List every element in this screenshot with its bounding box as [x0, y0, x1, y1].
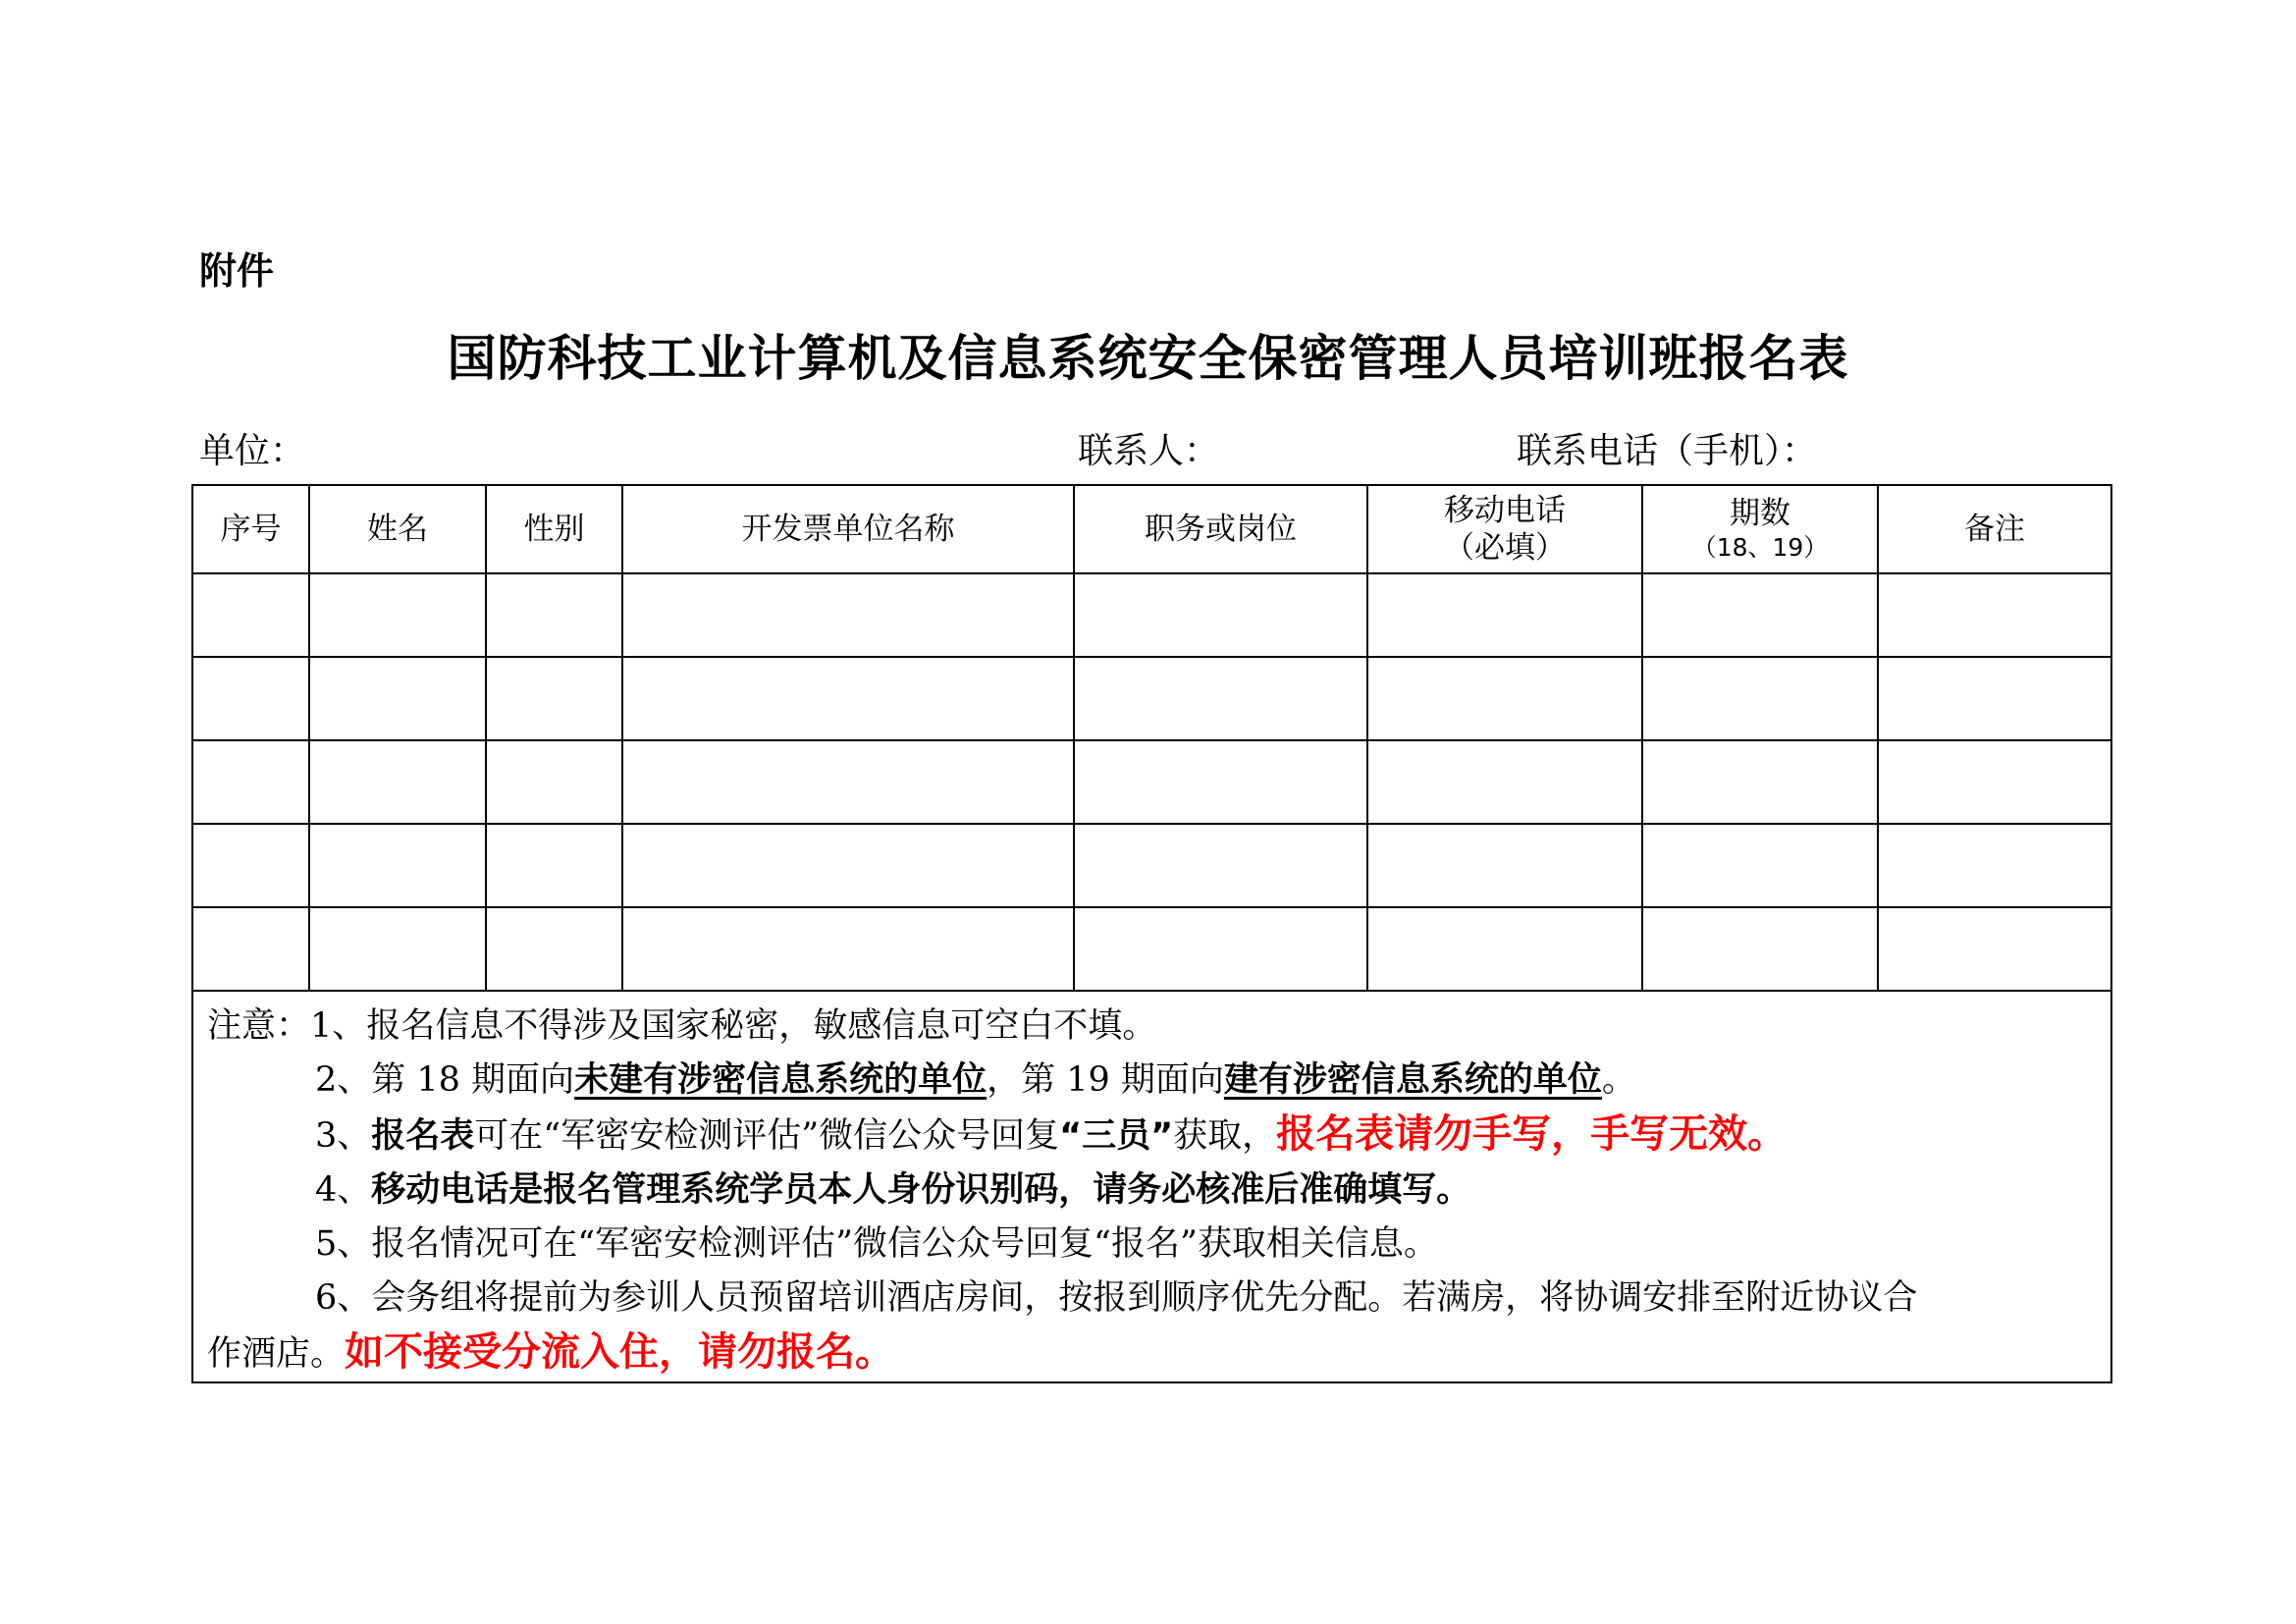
cell-gender[interactable] [486, 657, 622, 740]
note-4-number: 4、 [315, 1170, 372, 1210]
cell-remarks[interactable] [1878, 740, 2111, 824]
note-3 [207, 1108, 2097, 1164]
header-position: 职务或岗位 [1074, 485, 1367, 573]
cell-mobile[interactable] [1367, 573, 1642, 657]
cell-seq[interactable] [192, 907, 309, 991]
note-1 [207, 1000, 2097, 1054]
note-6-text: 6、会务组将提前为参训人员预留培训酒店房间，按报到顺序优先分配。若满房，将协调安排至附近协议合 [315, 1278, 1918, 1318]
cell-invoice-unit[interactable] [622, 573, 1074, 657]
cell-name[interactable] [309, 907, 486, 991]
cell-invoice-unit[interactable] [622, 740, 1074, 824]
cell-session[interactable] [1642, 907, 1878, 991]
header-mobile [1367, 485, 1642, 573]
table-header-row [192, 485, 2111, 573]
note-4 [207, 1164, 2097, 1218]
header-session [1642, 485, 1878, 573]
note-2-text-e: 。 [1601, 1060, 1636, 1100]
table-row [192, 573, 2111, 657]
cell-seq[interactable] [192, 824, 309, 907]
cell-mobile[interactable] [1367, 740, 1642, 824]
cell-mobile[interactable] [1367, 824, 1642, 907]
cell-gender[interactable] [486, 740, 622, 824]
cell-name[interactable] [309, 657, 486, 740]
header-session-label: 期数 [1730, 496, 1790, 531]
note-3-number: 3、 [315, 1116, 372, 1156]
cell-seq[interactable] [192, 740, 309, 824]
cell-position[interactable] [1074, 907, 1367, 991]
table-row [192, 824, 2111, 907]
unit-label: 单位： [199, 431, 306, 471]
cell-name[interactable] [309, 824, 486, 907]
note-5 [207, 1218, 2097, 1272]
note-2-text-a: 2、第 18 期面向 [315, 1060, 575, 1100]
note-2-text-c: ，第 19 期面向 [987, 1060, 1224, 1100]
table-row [192, 907, 2111, 991]
note-2 [207, 1054, 2097, 1108]
cell-session[interactable] [1642, 573, 1878, 657]
cell-position[interactable] [1074, 573, 1367, 657]
cell-remarks[interactable] [1878, 573, 2111, 657]
cell-invoice-unit[interactable] [622, 907, 1074, 991]
cell-remarks[interactable] [1878, 907, 2111, 991]
cell-gender[interactable] [486, 573, 622, 657]
cell-position[interactable] [1074, 824, 1367, 907]
note-4-text: 移动电话是报名管理系统学员本人身份识别码，请务必核准后准确填写。 [371, 1170, 1471, 1210]
notes-row [192, 991, 2111, 1382]
phone-label: 联系电话（手机）： [1517, 431, 1818, 471]
cell-invoice-unit[interactable] [622, 824, 1074, 907]
table-row [192, 740, 2111, 824]
header-remarks: 备注 [1878, 485, 2111, 573]
cell-gender[interactable] [486, 907, 622, 991]
note-3-keyword: “三员” [1059, 1116, 1174, 1156]
note-5-text: 5、报名情况可在“军密安检测评估”微信公众号回复“报名”获取相关信息。 [315, 1224, 1438, 1264]
header-mobile-label: 移动电话 [1444, 493, 1566, 528]
cell-invoice-unit[interactable] [622, 657, 1074, 740]
header-invoice-unit: 开发票单位名称 [622, 485, 1074, 573]
registration-table [191, 484, 2112, 1383]
cell-name[interactable] [309, 740, 486, 824]
cell-gender[interactable] [486, 824, 622, 907]
attachment-label: 附件 [199, 249, 275, 293]
note-3-text: 可在“军密安检测评估”微信公众号回复 [474, 1116, 1060, 1156]
header-session-options: （18、19） [1691, 533, 1829, 562]
notes-prefix: 注意： [207, 1006, 311, 1046]
cell-session[interactable] [1642, 657, 1878, 740]
note-2-emphasis-a: 未建有涉密信息系统的单位 [574, 1060, 988, 1100]
cell-seq[interactable] [192, 657, 309, 740]
note-3-text-e: 获取， [1173, 1116, 1277, 1156]
cell-mobile[interactable] [1367, 657, 1642, 740]
note-1-text: 1、报名信息不得涉及国家秘密，敏感信息可空白不填。 [310, 1006, 1157, 1046]
cell-position[interactable] [1074, 657, 1367, 740]
header-mobile-required: （必填） [1444, 530, 1566, 566]
note-6 [207, 1272, 2097, 1326]
note-3-warning: 报名表请勿手写，手写无效。 [1276, 1111, 1788, 1157]
note-6-warning: 如不接受分流入住，请勿报名。 [345, 1329, 895, 1375]
note-6-text-b: 作酒店。 [207, 1334, 346, 1374]
cell-position[interactable] [1074, 740, 1367, 824]
cell-seq[interactable] [192, 573, 309, 657]
cell-session[interactable] [1642, 824, 1878, 907]
cell-remarks[interactable] [1878, 657, 2111, 740]
note-3-bold-form: 报名表 [371, 1116, 475, 1156]
header-gender: 性别 [486, 485, 622, 573]
cell-session[interactable] [1642, 740, 1878, 824]
header-seq: 序号 [192, 485, 309, 573]
cell-mobile[interactable] [1367, 907, 1642, 991]
notes-section [192, 991, 2111, 1382]
cell-name[interactable] [309, 573, 486, 657]
table-row [192, 657, 2111, 740]
note-2-emphasis-b: 建有涉密信息系统的单位 [1223, 1060, 1602, 1100]
contact-label: 联系人： [1078, 431, 1220, 471]
header-name: 姓名 [309, 485, 486, 573]
note-6-cont [207, 1326, 2097, 1381]
page-title: 国防科技工业计算机及信息系统安全保密管理人员培训班报名表 [447, 330, 1849, 387]
cell-remarks[interactable] [1878, 824, 2111, 907]
